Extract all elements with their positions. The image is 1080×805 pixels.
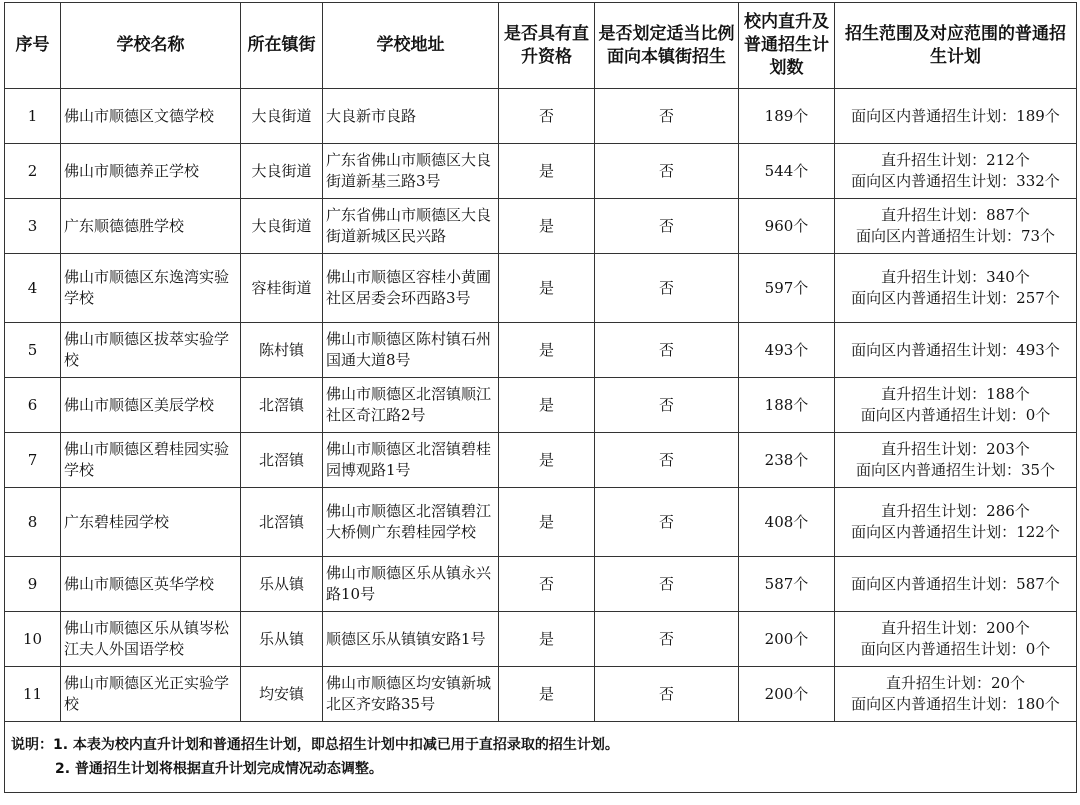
total-plan: 238个	[739, 433, 835, 488]
school-name: 佛山市顺德区文德学校	[61, 89, 241, 144]
table-row	[5, 488, 1077, 557]
local-ratio: 否	[595, 199, 739, 254]
total-plan: 200个	[739, 667, 835, 722]
school-address: 佛山市顺德区均安镇新城北区齐安路35号	[323, 667, 499, 722]
table-row	[5, 144, 1077, 199]
scope-plan-line: 面向区内普通招生计划：0个	[860, 406, 1051, 424]
scope-plan-line: 面向区内普通招生计划：180个	[851, 695, 1060, 713]
enrollment-plan-table	[4, 2, 1077, 793]
scope-plan-line: 直升招生计划：200个	[881, 619, 1030, 637]
row-number: 9	[5, 557, 61, 612]
direct-qualification: 是	[499, 433, 595, 488]
scope-plan	[835, 433, 1077, 488]
direct-qualification: 是	[499, 612, 595, 667]
scope-plan	[835, 254, 1077, 323]
table-row	[5, 89, 1077, 144]
local-ratio: 否	[595, 557, 739, 612]
scope-plan-line: 面向区内普通招生计划：122个	[851, 523, 1060, 541]
row-number: 6	[5, 378, 61, 433]
total-plan: 188个	[739, 378, 835, 433]
direct-qualification: 是	[499, 199, 595, 254]
direct-qualification: 是	[499, 378, 595, 433]
school-address: 大良新市良路	[323, 89, 499, 144]
town-name: 均安镇	[241, 667, 323, 722]
scope-plan-line: 面向区内普通招生计划：189个	[851, 106, 1060, 125]
table-row	[5, 667, 1077, 722]
total-plan: 587个	[739, 557, 835, 612]
direct-qualification: 是	[499, 254, 595, 323]
header-scope-plan: 招生范围及对应范围的普通招生计划	[835, 3, 1077, 89]
table-row	[5, 199, 1077, 254]
direct-qualification: 是	[499, 667, 595, 722]
direct-qualification: 是	[499, 323, 595, 378]
local-ratio: 否	[595, 433, 739, 488]
scope-plan-line: 面向区内普通招生计划：587个	[851, 574, 1060, 593]
scope-plan	[835, 612, 1077, 667]
table-note	[5, 722, 1077, 793]
scope-plan-line: 面向区内普通招生计划：73个	[855, 227, 1056, 245]
town-name: 乐从镇	[241, 612, 323, 667]
row-number: 11	[5, 667, 61, 722]
school-address: 广东省佛山市顺德区大良街道新城区民兴路	[323, 199, 499, 254]
note-line-1: 说明：1. 本表为校内直升计划和普通招生计划，即总招生计划中扣减已用于直招录取的招生计划。	[11, 737, 619, 753]
row-number: 10	[5, 612, 61, 667]
scope-plan-line: 面向区内普通招生计划：493个	[851, 340, 1060, 359]
header-direct-qualification: 是否具有直升资格	[499, 3, 595, 89]
table-row	[5, 612, 1077, 667]
scope-plan-line: 直升招生计划：212个	[881, 151, 1030, 169]
school-name: 佛山市顺德区拔萃实验学校	[61, 323, 241, 378]
scope-plan	[835, 199, 1077, 254]
table-row	[5, 433, 1077, 488]
table-row	[5, 254, 1077, 323]
header-local-ratio: 是否划定适当比例面向本镇街招生	[595, 3, 739, 89]
town-name: 北滘镇	[241, 488, 323, 557]
school-name: 佛山市顺德区英华学校	[61, 557, 241, 612]
scope-plan-line: 面向区内普通招生计划：332个	[851, 172, 1060, 190]
total-plan: 597个	[739, 254, 835, 323]
scope-plan	[835, 488, 1077, 557]
school-name: 佛山市顺德区乐从镇岑松江夫人外国语学校	[61, 612, 241, 667]
local-ratio: 否	[595, 378, 739, 433]
local-ratio: 否	[595, 488, 739, 557]
table-row	[5, 378, 1077, 433]
total-plan: 200个	[739, 612, 835, 667]
school-name: 佛山市顺德区碧桂园实验学校	[61, 433, 241, 488]
scope-plan-line: 直升招生计划：887个	[881, 206, 1030, 224]
school-name: 广东顺德德胜学校	[61, 199, 241, 254]
town-name: 乐从镇	[241, 557, 323, 612]
school-address: 佛山市顺德区陈村镇石州国通大道8号	[323, 323, 499, 378]
total-plan: 408个	[739, 488, 835, 557]
header-no: 序号	[5, 3, 61, 89]
scope-plan-line: 直升招生计划：286个	[881, 502, 1030, 520]
local-ratio: 否	[595, 667, 739, 722]
school-address: 佛山市顺德区乐从镇永兴路10号	[323, 557, 499, 612]
school-name: 佛山市顺德区光正实验学校	[61, 667, 241, 722]
total-plan: 493个	[739, 323, 835, 378]
town-name: 大良街道	[241, 89, 323, 144]
local-ratio: 否	[595, 144, 739, 199]
scope-plan	[835, 144, 1077, 199]
local-ratio: 否	[595, 612, 739, 667]
scope-plan-line: 直升招生计划：203个	[881, 440, 1030, 458]
scope-plan-line: 面向区内普通招生计划：35个	[855, 461, 1056, 479]
note-line-2: 2. 普通招生计划将根据直升计划完成情况动态调整。	[55, 761, 383, 777]
scope-plan-line: 面向区内普通招生计划：257个	[851, 289, 1060, 307]
town-name: 容桂街道	[241, 254, 323, 323]
town-name: 大良街道	[241, 199, 323, 254]
direct-qualification: 是	[499, 488, 595, 557]
school-name: 佛山市顺德养正学校	[61, 144, 241, 199]
scope-plan	[835, 323, 1077, 378]
scope-plan-line: 直升招生计划：188个	[881, 385, 1030, 403]
scope-plan	[835, 557, 1077, 612]
town-name: 北滘镇	[241, 433, 323, 488]
local-ratio: 否	[595, 89, 739, 144]
table-header-row	[5, 3, 1077, 89]
row-number: 8	[5, 488, 61, 557]
school-address: 佛山市顺德区北滘镇碧桂园博观路1号	[323, 433, 499, 488]
total-plan: 189个	[739, 89, 835, 144]
direct-qualification: 否	[499, 557, 595, 612]
row-number: 5	[5, 323, 61, 378]
header-town: 所在镇街	[241, 3, 323, 89]
scope-plan-line: 直升招生计划：20个	[885, 674, 1026, 692]
header-address: 学校地址	[323, 3, 499, 89]
row-number: 3	[5, 199, 61, 254]
direct-qualification: 否	[499, 89, 595, 144]
school-address: 顺德区乐从镇镇安路1号	[323, 612, 499, 667]
school-name: 佛山市顺德区美辰学校	[61, 378, 241, 433]
row-number: 2	[5, 144, 61, 199]
total-plan: 960个	[739, 199, 835, 254]
row-number: 4	[5, 254, 61, 323]
scope-plan-line: 直升招生计划：340个	[881, 268, 1030, 286]
total-plan: 544个	[739, 144, 835, 199]
school-address: 广东省佛山市顺德区大良街道新基三路3号	[323, 144, 499, 199]
table-note-row	[5, 722, 1077, 793]
header-total-plan: 校内直升及普通招生计划数	[739, 3, 835, 89]
local-ratio: 否	[595, 254, 739, 323]
town-name: 陈村镇	[241, 323, 323, 378]
table-row	[5, 557, 1077, 612]
row-number: 1	[5, 89, 61, 144]
school-name: 佛山市顺德区东逸湾实验学校	[61, 254, 241, 323]
row-number: 7	[5, 433, 61, 488]
town-name: 北滘镇	[241, 378, 323, 433]
table-row	[5, 323, 1077, 378]
scope-plan-line: 面向区内普通招生计划：0个	[860, 640, 1051, 658]
town-name: 大良街道	[241, 144, 323, 199]
school-address: 佛山市顺德区北滘镇碧江大桥侧广东碧桂园学校	[323, 488, 499, 557]
scope-plan	[835, 89, 1077, 144]
scope-plan	[835, 378, 1077, 433]
scope-plan	[835, 667, 1077, 722]
school-address: 佛山市顺德区北滘镇顺江社区奇江路2号	[323, 378, 499, 433]
school-address: 佛山市顺德区容桂小黄圃社区居委会环西路3号	[323, 254, 499, 323]
header-school-name: 学校名称	[61, 3, 241, 89]
school-name: 广东碧桂园学校	[61, 488, 241, 557]
local-ratio: 否	[595, 323, 739, 378]
direct-qualification: 是	[499, 144, 595, 199]
